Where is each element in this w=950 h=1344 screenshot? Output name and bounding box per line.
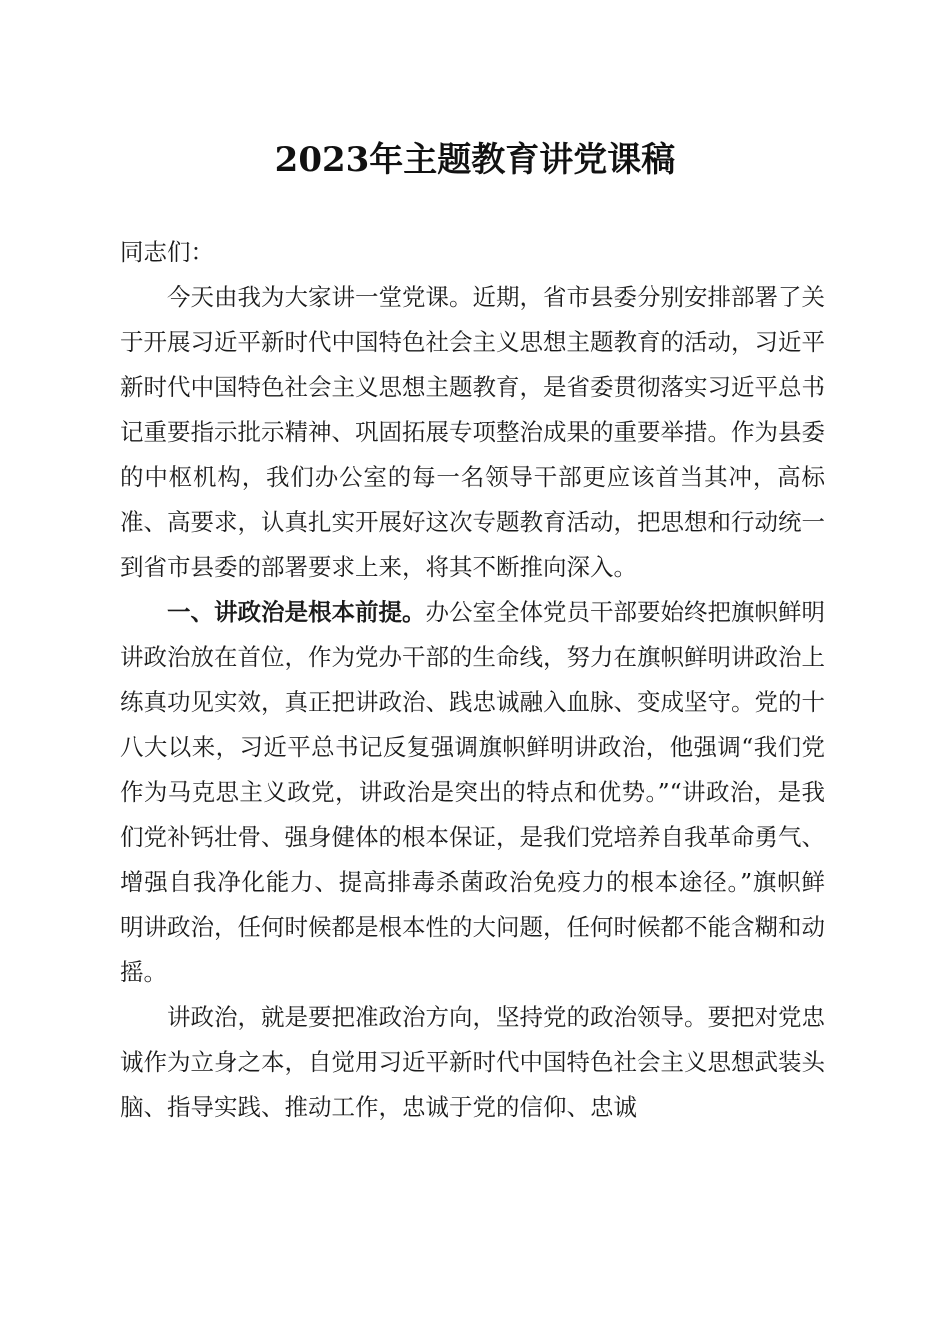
paragraph-text: 今天由我为大家讲一堂党课。近期，省市县委分别安排部署了关于开展习近平新时代中国特色社会主义思想主题教育的活动，习近平新时代中国特色社会主义思想主题教育，是省委贯彻落实习近平总书记重要指示批示精神、巩固拓展专项整治成果的重要举措。作为县委的中枢机构，我们办公室的每一名领导干部更应该首当其冲，高标准、高要求，认真扎实开展好这次专题教育活动，把思想和行动统一到省市县委的部署要求上来，将其不断推向深入。 (120, 283, 825, 581)
document-body (120, 230, 825, 1130)
salutation: 同志们： (120, 238, 214, 266)
paragraph-politics (120, 995, 825, 1130)
paragraph-text: 讲政治，就是要把准政治方向，坚持党的政治领导。要把对党忠诚作为立身之本，自觉用习近平新时代中国特色社会主义思想武装头脑、指导实践、推动工作，忠诚于党的信仰、忠诚 (120, 1003, 825, 1121)
paragraph-intro (120, 275, 825, 590)
paragraph-text: 办公室全体党员干部要始终把旗帜鲜明讲政治放在首位，作为党办干部的生命线，努力在旗帜鲜明讲政治上练真功见实效，真正把讲政治、践忠诚融入血脉、变成坚守。党的十八大以来，习近平总书记反复强调旗帜鲜明讲政治，他强调“我们党作为马克思主义政党，讲政治是突出的特点和优势。”“讲政治，是我们党补钙壮骨、强身健体的根本保证，是我们党培养自我革命勇气、增强自我净化能力、提高排毒杀菌政治免疫力的根本途径。”旗帜鲜明讲政治，任何时候都是根本性的大问题，任何时候都不能含糊和动摇。 (120, 598, 825, 986)
section-heading: 一、讲政治是根本前提。 (167, 598, 426, 626)
paragraph-section-one (120, 590, 825, 995)
document-title: 2023年主题教育讲党课稿 (274, 140, 676, 180)
